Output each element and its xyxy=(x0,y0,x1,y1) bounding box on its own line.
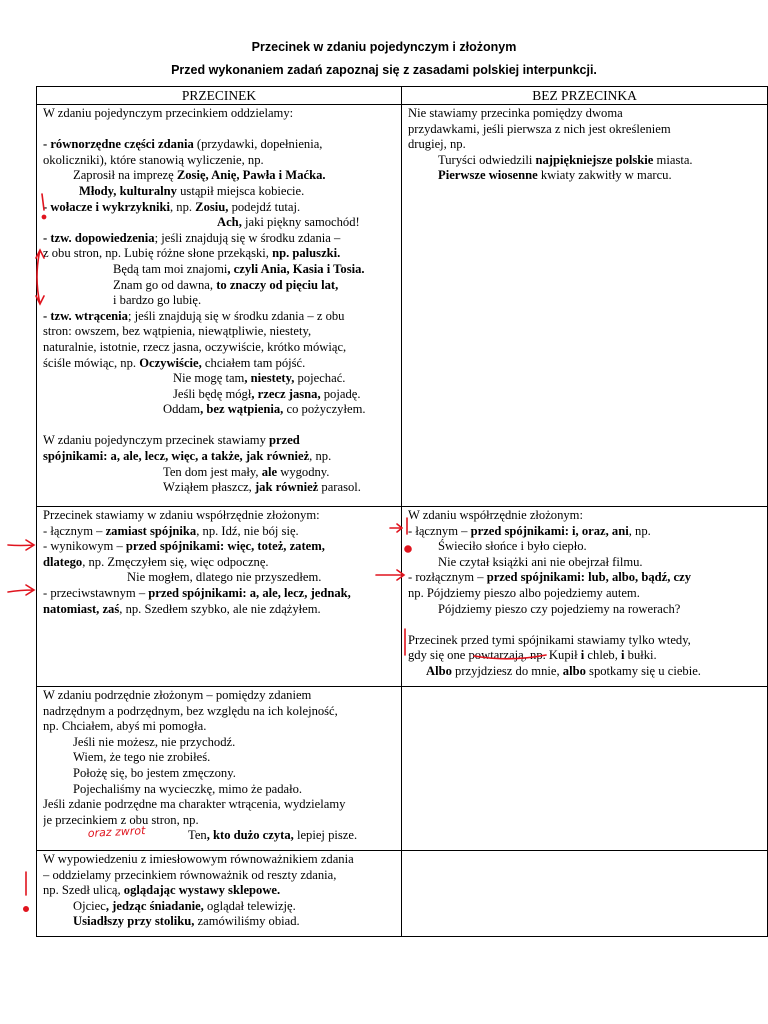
text-line: W zdaniu współrzędnie złożonym: xyxy=(408,508,583,522)
row-participle xyxy=(37,851,768,937)
text-line: spójnikami: a, ale, lecz, więc, a także, jak również, np. xyxy=(43,449,332,464)
text-line: Jeśli zdanie podrzędne ma charakter wtrącenia, wydzielamy xyxy=(43,797,346,812)
text-line: okoliczniki), które stanowią wyliczenie, np. xyxy=(43,152,264,167)
text-line: Nie stawiamy przecinka pomiędzy dwoma xyxy=(408,106,623,120)
text-line: drugiej, np. xyxy=(408,137,466,152)
text-line: - łącznym – przed spójnikami: i, oraz, ani, np. xyxy=(408,523,651,538)
example-line: i bardzo go lubię. xyxy=(113,293,202,308)
example-line: Nie czytał książki ani nie obejrzał filmu. xyxy=(438,554,643,569)
text-line: je przecinkiem z obu stron, np. xyxy=(43,812,199,827)
example-line: Usiadłszy przy stoliku, zamówiliśmy obiad. xyxy=(73,914,300,929)
text-line: W wypowiedzeniu z imiesłowowym równoważnikiem zdania xyxy=(43,852,354,866)
text-line: - tzw. dopowiedzenia; jeśli znajdują się w środku zdania – xyxy=(43,230,341,245)
example-line: Znam go od dawna, to znaczy od pięciu lat, xyxy=(113,277,339,292)
text-line: Przecinek przed tymi spójnikami stawiamy tylko wtedy, xyxy=(408,632,691,647)
text-line: Przecinek stawiamy w zdaniu współrzędnie złożonym: xyxy=(43,508,320,522)
example-line: Ojciec, jedząc śniadanie, oglądał telewizję. xyxy=(73,898,296,913)
example-line: Albo przyjdziesz do mnie, albo spotkamy się u ciebie. xyxy=(426,663,701,678)
text-line: naturalnie, istotnie, rzecz jasna, oczywiście, krótko mówiąc, xyxy=(43,339,347,354)
page-subtitle: Przed wykonaniem zadań zapoznaj się z zasadami polskiej interpunkcji. xyxy=(171,63,597,77)
text-line: - równorzędne części zdania (przydawki, dopełnienia, xyxy=(43,137,323,152)
example-line: Ten, kto dużo czyta, lepiej pisze. xyxy=(188,828,358,843)
text-line: - rozłącznym – przed spójnikami: lub, albo, bądź, czy xyxy=(408,570,692,585)
text-line: - przeciwstawnym – przed spójnikami: a, ale, lecz, jednak, xyxy=(43,585,351,600)
example-line: Młody, kulturalny ustąpił miejsca kobiecie. xyxy=(79,183,305,198)
example-line: Wziąłem płaszcz, jak również parasol. xyxy=(163,480,361,495)
arrow xyxy=(8,585,34,595)
header-bez-przecinka: BEZ PRZECINKA xyxy=(402,87,768,105)
text-line: W zdaniu pojedynczym przecinek stawiamy przed xyxy=(43,433,300,448)
text-line: ściśle mówiąc, np. Oczywiście, chciałem tam pójść. xyxy=(43,355,306,370)
row-subordinate-sentence xyxy=(37,687,768,851)
example-line: Pójdziemy pieszo czy pojedziemy na rowerach? xyxy=(438,601,681,616)
header-przecinek: PRZECINEK xyxy=(37,87,402,105)
arrow xyxy=(8,540,34,550)
cell-participle-empty xyxy=(402,851,768,937)
cell-simple-comma xyxy=(37,105,402,507)
example-line: Oddam, bez wątpienia, co pożyczyłem. xyxy=(163,402,366,417)
text-line: natomiast, zaś, np. Szedłem szybko, ale nie zdążyłem. xyxy=(43,601,321,616)
text-line: stron: owszem, bez wątpienia, niewątpliwie, niestety, xyxy=(43,324,312,339)
header-row xyxy=(37,87,768,105)
cell-simple-no-comma xyxy=(402,105,768,507)
cell-participle-comma xyxy=(37,851,402,937)
example-line: Turyści odwiedzili najpiękniejsze polskie miasta. xyxy=(438,152,693,167)
text-line: - łącznym – zamiast spójnika, np. Idź, nie bój się. xyxy=(43,523,299,538)
cell-compound-comma xyxy=(37,507,402,687)
example-line: Jeśli nie możesz, nie przychodź. xyxy=(73,734,236,749)
exclamation-dot xyxy=(24,907,28,911)
text-line: nadrzędnym a podrzędnym, bez względu na ich kolejność, xyxy=(43,703,338,718)
example-line: Pierwsze wiosenne kwiaty zakwitły w marcu. xyxy=(438,168,672,183)
page-title: Przecinek w zdaniu pojedynczym i złożonym xyxy=(251,40,517,54)
example-line: Położę się, bo jestem zmęczony. xyxy=(73,765,236,780)
cell-compound-no-comma xyxy=(402,507,768,687)
text-line: z obu stron, np. Lubię różne słone przekąski, np. paluszki. xyxy=(43,246,341,261)
handwritten-note: oraz zwrot xyxy=(87,823,146,840)
punctuation-table xyxy=(36,86,768,937)
text-line: przydawkami, jeśli pierwsza z nich jest określeniem xyxy=(408,121,671,136)
example-line: Będą tam moi znajomi, czyli Ania, Kasia i Tosia. xyxy=(113,261,365,276)
example-line: Wiem, że tego nie zrobiłeś. xyxy=(73,750,211,765)
text-line: np. Szedł ulicą, oglądając wystawy sklepowe. xyxy=(43,883,281,898)
text-line: W zdaniu pojedynczym przecinkiem oddzielamy: xyxy=(43,106,294,120)
example-line: Pojechaliśmy na wycieczkę, mimo że padało. xyxy=(73,781,303,796)
text-line: - wołacze i wykrzykniki, np. Zosiu, podejdź tutaj. xyxy=(43,199,301,214)
example-line: Ach, jaki piękny samochód! xyxy=(217,215,360,230)
cell-subordinate-empty xyxy=(402,687,768,851)
text-line: - tzw. wtrącenia; jeśli znajdują się w środku zdania – z obu xyxy=(43,308,345,323)
example-line: Nie mogę tam, niestety, pojechać. xyxy=(173,371,346,386)
text-line: dlatego, np. Zmęczyłem się, więc odpocznę. xyxy=(43,554,269,569)
example-line: Nie mogłem, dlatego nie przyszedłem. xyxy=(127,570,322,585)
example-line: Ten dom jest mały, ale wygodny. xyxy=(163,464,330,479)
text-line: – oddzielamy przecinkiem równoważnik od reszty zdania, xyxy=(43,867,337,882)
text-line: - wynikowym – przed spójnikami: więc, toteż, zatem, xyxy=(43,539,325,554)
text-line: np. Chciałem, abyś mi pomogła. xyxy=(43,719,207,734)
text-line: W zdaniu podrzędnie złożonym – pomiędzy zdaniem xyxy=(43,688,312,702)
text-line: gdy się one powtarzają, np. Kupił i chleb, i bułki. xyxy=(408,648,657,663)
example-line: Jeśli będę mógł, rzecz jasna, pojadę. xyxy=(173,386,361,401)
row-compound-sentence xyxy=(37,507,768,687)
example-line: Świeciło słońce i było ciepło. xyxy=(438,539,587,554)
text-line: np. Pójdziemy pieszo albo pojedziemy autem. xyxy=(408,585,640,600)
example-line: Zaprosił na imprezę Zosię, Anię, Pawła i Maćka. xyxy=(73,168,326,183)
cell-subordinate-comma xyxy=(37,687,402,851)
row-simple-sentence xyxy=(37,105,768,507)
